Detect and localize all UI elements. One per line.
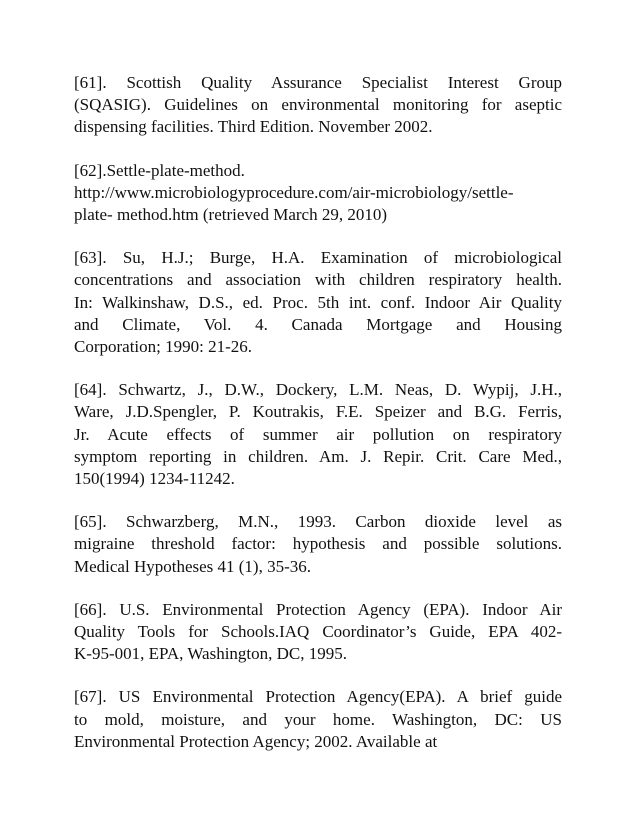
reference-line: [67]. US Environmental Protection Agency(EPA). A brief guide — [74, 687, 562, 707]
reference-line: Jr. Acute effects of summer air pollution on respiratory — [74, 424, 562, 444]
reference-line: [65]. Schwarzberg, M.N., 1993. Carbon dioxide level as — [74, 512, 562, 532]
reference-65 — [74, 511, 562, 578]
reference-line: [64]. Schwartz, J., D.W., Dockery, L.M. Neas, D. Wypij, J.H., — [74, 380, 562, 400]
reference-line: Medical Hypotheses 41 (1), 35-36. — [74, 556, 312, 576]
reference-line: [62].Settle-plate-method. — [74, 160, 245, 180]
reference-line: symptom reporting in children. Am. J. Repir. Crit. Care Med., — [74, 446, 562, 466]
reference-61 — [74, 72, 562, 139]
reference-64 — [74, 379, 562, 490]
reference-line: [63]. Su, H.J.; Burge, H.A. Examination of microbiological — [74, 248, 562, 268]
reference-line: to mold, moisture, and your home. Washington, DC: US — [74, 709, 562, 729]
reference-line: 150(1994) 1234-11242. — [74, 469, 235, 489]
reference-line: In: Walkinshaw, D.S., ed. Proc. 5th int. conf. Indoor Air Quality — [74, 292, 562, 312]
reference-line: [66]. U.S. Environmental Protection Agency (EPA). Indoor Air — [74, 599, 562, 619]
reference-line: concentrations and association with children respiratory health. — [74, 270, 562, 290]
reference-line: and Climate, Vol. 4. Canada Mortgage and Housing — [74, 314, 562, 334]
reference-line: dispensing facilities. Third Edition. November 2002. — [74, 117, 433, 137]
reference-line: Ware, J.D.Spengler, P. Koutrakis, F.E. Speizer and B.G. Ferris, — [74, 402, 562, 422]
reference-url-line: http://www.microbiologyprocedure.com/air-microbiology/settle- — [74, 182, 514, 202]
reference-line: Corporation; 1990: 21-26. — [74, 337, 253, 357]
reference-62 — [74, 160, 562, 227]
reference-line: (SQASIG). Guidelines on environmental monitoring for aseptic — [74, 95, 562, 115]
reference-line: K-95-001, EPA, Washington, DC, 1995. — [74, 644, 348, 664]
reference-66 — [74, 599, 562, 666]
reference-line: [61]. Scottish Quality Assurance Specialist Interest Group — [74, 73, 562, 92]
reference-63 — [74, 247, 562, 358]
reference-list — [74, 72, 562, 774]
reference-line: migraine threshold factor: hypothesis and possible solutions. — [74, 534, 562, 554]
reference-67 — [74, 686, 562, 753]
reference-line: Quality Tools for Schools.IAQ Coordinator’s Guide, EPA 402- — [74, 622, 562, 642]
reference-line: plate- method.htm (retrieved March 29, 2010) — [74, 205, 387, 225]
reference-line: Environmental Protection Agency; 2002. Available at — [74, 731, 438, 751]
